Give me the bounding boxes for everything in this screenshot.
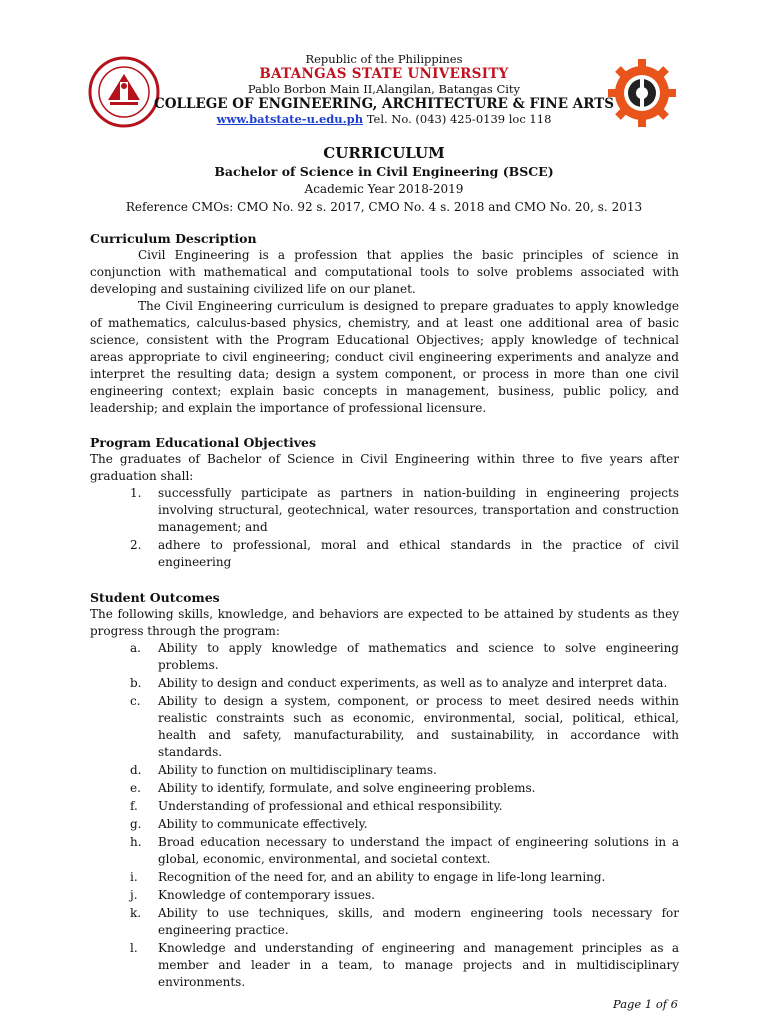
list-marker: j. (130, 888, 138, 902)
list-item (90, 675, 679, 692)
curriculum-description-heading: Curriculum Description (90, 231, 257, 246)
list-item-text: Ability to design and conduct experiments, as well as to analyze and interpret data. (158, 676, 668, 690)
list-item (90, 640, 679, 674)
document-title: CURRICULUM (323, 144, 445, 162)
list-marker: i. (130, 870, 138, 884)
objectives-heading: Program Educational Objectives (90, 435, 317, 450)
list-item (90, 485, 679, 536)
description-paragraph-2: The Civil Engineering curriculum is designed to prepare graduates to apply knowledge of mathematics, calculus-based physics, chemistry, and at least one additional area of basic science, consistent with the Program Educational Objectives; apply knowledge of technical areas appropriate to civil engineering; conduct civil engineering experiments and analyze and interpret the resulting data; design a system component, or process in more than one civil engineering context; explain basic concepts in management, business, public policy, and leadership; and explain the importance of professional licensure. (90, 299, 679, 415)
list-item-text: Ability to communicate effectively. (158, 817, 368, 831)
list-item-text: Understanding of professional and ethical responsibility. (158, 799, 503, 813)
list-item-text: Ability to function on multidisciplinary teams. (158, 763, 437, 777)
list-marker: 2. (130, 538, 142, 552)
list-marker: d. (130, 763, 142, 777)
list-marker: h. (130, 835, 142, 849)
list-item (90, 816, 679, 833)
outcomes-intro: The following skills, knowledge, and behaviors are expected to be attained by students as they progress through the program: (90, 607, 679, 638)
list-marker: a. (130, 641, 141, 655)
list-item (90, 905, 679, 939)
list-item (90, 834, 679, 868)
contact-line (0, 112, 768, 126)
republic-line: Republic of the Philippines (305, 52, 463, 66)
phone-number: Tel. No. (043) 425-0139 loc 118 (366, 112, 552, 126)
list-item (90, 780, 679, 797)
list-item-text: Ability to design a system, component, or process to meet desired needs within realistic constraints such as economic, environmental, social, political, ethical, health and safety, manufacturability, and sustainability, in accordance with standards. (158, 694, 679, 759)
list-item (90, 798, 679, 815)
objectives-list (90, 485, 679, 571)
list-marker: k. (130, 906, 142, 920)
list-marker: l. (130, 941, 138, 955)
list-item-text: Knowledge and understanding of engineering and management principles as a member and leader in a team, to manage projects and in multidisciplinary environments. (158, 941, 679, 989)
university-name: BATANGAS STATE UNIVERSITY (259, 66, 509, 82)
letterhead (0, 52, 768, 126)
university-address: Pablo Borbon Main II,Alangilan, Batangas City (247, 82, 521, 96)
list-item (90, 887, 679, 904)
list-marker: b. (130, 676, 142, 690)
list-item (90, 940, 679, 991)
list-item (90, 869, 679, 886)
list-marker: c. (130, 694, 141, 708)
list-marker: f. (130, 799, 138, 813)
reference-cmos: Reference CMOs: CMO No. 92 s. 2017, CMO No. 4 s. 2018 and CMO No. 20, s. 2013 (125, 200, 643, 214)
objectives-intro: The graduates of Bachelor of Science in Civil Engineering within three to five years after graduation shall: (90, 452, 679, 483)
list-marker: e. (130, 781, 141, 795)
list-item-text: Ability to apply knowledge of mathematics and science to solve engineering problems. (158, 641, 679, 672)
student-outcomes-heading: Student Outcomes (90, 590, 220, 605)
list-item-text: Recognition of the need for, and an ability to engage in life-long learning. (158, 870, 606, 884)
website-link[interactable]: www.batstate-u.edu.ph (216, 112, 364, 126)
academic-year: Academic Year 2018-2019 (304, 182, 464, 196)
page-number: Page 1 of 6 (612, 997, 678, 1011)
title-block (0, 143, 768, 216)
list-item (90, 537, 679, 571)
outcomes-list (90, 640, 679, 991)
list-item-text: Ability to use techniques, skills, and modern engineering tools necessary for engineering practice. (158, 906, 679, 937)
list-item (90, 762, 679, 779)
program-name: Bachelor of Science in Civil Engineering (BSCE) (214, 164, 554, 179)
list-item-text: Broad education necessary to understand the impact of engineering solutions in a global, economic, environmental, and societal context. (158, 835, 679, 866)
list-item-text: successfully participate as partners in nation-building in engineering projects involving structural, geotechnical, water resources, transportation and construction management; and (158, 486, 679, 534)
description-paragraph-1: Civil Engineering is a profession that applies the basic principles of science in conjunction with mathematical and computational tools to solve problems associated with developing and sustaining civilized life on our planet. (90, 248, 679, 296)
document-body (90, 230, 679, 992)
college-name: COLLEGE OF ENGINEERING, ARCHITECTURE & FINE ARTS (153, 96, 615, 112)
list-item-text: Ability to identify, formulate, and solve engineering problems. (158, 781, 536, 795)
list-marker: 1. (130, 486, 142, 500)
list-item-text: adhere to professional, moral and ethical standards in the practice of civil engineering (158, 538, 679, 569)
list-item-text: Knowledge of contemporary issues. (158, 888, 375, 902)
list-marker: g. (130, 817, 142, 831)
list-item (90, 693, 679, 761)
